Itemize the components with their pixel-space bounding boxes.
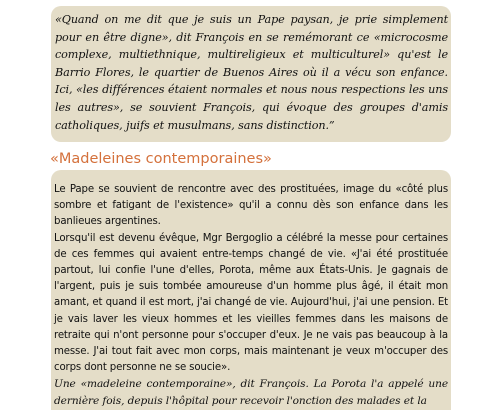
article-body-box (51, 170, 451, 410)
section-heading: «Madeleines contemporaines» (50, 151, 272, 167)
closing-quote: Une «madeleine contemporaine», dit François. La Porota l'a appelé une dernière fois, depuis l'hôpital pour recevoir l'onction des malades et la (54, 378, 448, 407)
paragraph-prostitutes: Le Pape se souvient de rencontre avec des prostituées, image du «côté plus sombre et fatigant de l'existence» qu'il a connu dès son enfance dans les banlieues argentines. (54, 184, 448, 228)
quote-text: «Quand on me dit que je suis un Pape paysan, je prie simplement pour en être digne», dit François en se remémorant ce «microcosme complexe, multiethnique, multireligieux et multiculturel» qu'est le Barrio Flores, le quartier de Buenos Aires où il a vécu son enfance. Ici, «les différences étaient normales et nous nous respections les uns les autres», se souvient François, qui évoque des groupes d'amis catholiques, juifs et musulmans, sans distinction.” (55, 13, 448, 132)
previous-heading-fragment (60, 0, 450, 3)
quote-box (51, 6, 451, 142)
paragraph-porota: Lorsqu'il est devenu évêque, Mgr Bergoglio a célébré la messe pour certaines de ces femmes qui avaient entre-temps changé de vie. «J'ai été prostituée partout, lui confie l'une d'elles, Porota, même aux États-Unis. Je gagnais de l'argent, puis je suis tombée amoureuse d'un homme plus âgé, il était mon amant, et quand il est mort, j'ai changé de vie. Aujourd'hui, j'ai une pension. Et je vais laver les vieux hommes et les vieilles femmes dans les maisons de retraite qui n'ont personne pour s'occuper d'eux. Je ne vais pas beaucoup à la messe. J'ai tout fait avec mon corps, mais maintenant je veux m'occuper des corps dont personne ne se soucie». (54, 232, 448, 374)
